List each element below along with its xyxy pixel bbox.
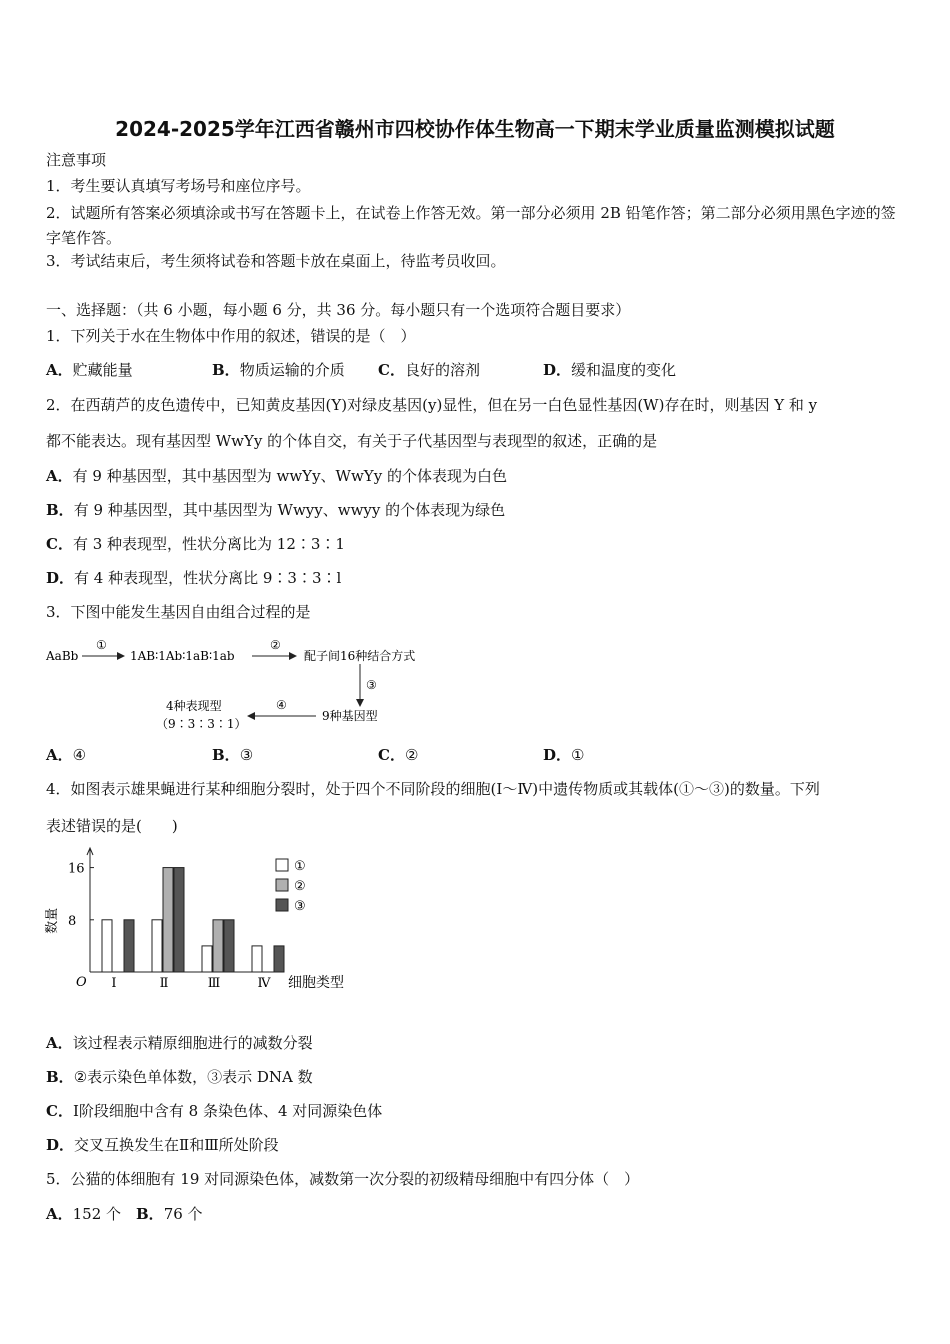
option-letter: D． xyxy=(46,569,75,587)
bar xyxy=(124,920,134,972)
option-text: 缓和温度的变化 xyxy=(571,361,677,379)
option-letter: D． xyxy=(46,1136,75,1154)
option-letter: C． xyxy=(378,746,405,764)
step-1-label: ① xyxy=(96,638,107,652)
bar xyxy=(163,868,173,972)
option-text: 152 个 xyxy=(72,1205,122,1223)
q1-option-c[interactable] xyxy=(378,360,480,380)
x-tick-label: Ⅱ xyxy=(159,976,169,991)
diagram-gametes: 1AB∶1Ab∶1aB∶1ab xyxy=(130,649,235,663)
diagram-phenotypes: 4种表现型 xyxy=(166,699,222,713)
option-letter: D． xyxy=(543,361,572,379)
option-letter: B． xyxy=(212,746,240,764)
option-text: ① xyxy=(571,746,585,764)
q4-option-a[interactable] xyxy=(46,1033,313,1053)
notice-item-2: 2．试题所有答案必须填涂或书写在答题卡上，在试卷上作答无效。第一部分必须用 2B 铅笔作答；第二部分必须用黑色字迹的签字笔作答。 xyxy=(46,204,896,247)
q2-option-d[interactable] xyxy=(46,568,341,588)
bar xyxy=(152,920,162,972)
option-letter: C． xyxy=(46,535,73,553)
q2-option-a[interactable] xyxy=(46,466,507,486)
q3-option-c[interactable] xyxy=(378,745,418,765)
diagram-start: AaBb xyxy=(46,649,79,663)
x-tick-label: Ⅰ xyxy=(111,976,117,991)
q5-option-b[interactable] xyxy=(136,1204,203,1224)
y-tick-label: 8 xyxy=(68,913,77,929)
section-heading: 一、选择题：（共 6 小题，每小题 6 分，共 36 分。每小题只有一个选项符合题目要求） xyxy=(46,301,631,319)
option-letter: D． xyxy=(543,746,572,764)
q4-option-d[interactable] xyxy=(46,1135,279,1155)
legend-label: ② xyxy=(294,879,306,894)
q5-option-a[interactable] xyxy=(46,1204,121,1224)
option-text: 贮藏能量 xyxy=(72,361,133,379)
q5-stem: 5．公猫的体细胞有 19 对同源染色体，减数第一次分裂的初级精母细胞中有四分体（ ） xyxy=(46,1170,640,1188)
bar xyxy=(252,946,262,972)
q3-flow-diagram xyxy=(44,632,444,736)
bar xyxy=(224,920,234,972)
option-text: 有 9 种基因型，其中基因型为 wwYy、WwYy 的个体表现为白色 xyxy=(72,467,507,485)
q1-option-d[interactable] xyxy=(543,360,676,380)
option-text: 76 个 xyxy=(163,1205,203,1223)
step-2-label: ② xyxy=(270,638,281,652)
q1-option-b[interactable] xyxy=(212,360,345,380)
q3-option-d[interactable] xyxy=(543,745,584,765)
y-tick-label: 16 xyxy=(68,861,85,877)
q3-option-a[interactable] xyxy=(46,745,86,765)
option-text: 良好的溶剂 xyxy=(404,361,480,379)
origin-label: O xyxy=(76,975,87,990)
diagram-combos: 配子间16种结合方式 xyxy=(304,649,416,663)
x-tick-label: Ⅲ xyxy=(207,976,221,991)
option-text: ② xyxy=(404,746,419,764)
q2-stem-line1: 2．在西葫芦的皮色遗传中，已知黄皮基因(Y)对绿皮基因(y)显性，但在另一白色显性基因(W)存在时，则基因 Y 和 y xyxy=(46,396,818,414)
q4-option-c[interactable] xyxy=(46,1101,382,1121)
legend-label: ① xyxy=(294,859,306,874)
q3-stem: 3．下图中能发生基因自由组合过程的是 xyxy=(46,603,311,621)
step-3-label: ③ xyxy=(366,678,377,692)
notice-item-3: 3．考试结束后，考生须将试卷和答题卡放在桌面上，待监考员收回。 xyxy=(46,252,506,270)
option-letter: A． xyxy=(46,1205,73,1223)
q4-stem-line2: 表述错误的是( ) xyxy=(46,817,178,835)
notice-heading: 注意事项 xyxy=(46,151,107,169)
option-letter: A． xyxy=(46,467,73,485)
bar xyxy=(213,920,223,972)
option-letter: C． xyxy=(46,1102,73,1120)
step-4-label: ④ xyxy=(276,698,287,712)
q2-stem-line2: 都不能表达。现有基因型 WwYy 的个体自交，有关于子代基因型与表现型的叙述，正确的是 xyxy=(46,432,658,450)
option-text: 交叉互换发生在Ⅱ和Ⅲ所处阶段 xyxy=(74,1136,279,1154)
option-text: 有 9 种基因型，其中基因型为 Wwyy、wwyy 的个体表现为绿色 xyxy=(73,501,506,519)
option-text: ②表示染色单体数，③表示 DNA 数 xyxy=(73,1068,313,1086)
diagram-genotypes: 9种基因型 xyxy=(322,709,378,723)
option-letter: B． xyxy=(212,361,240,379)
x-tick-label: Ⅳ xyxy=(257,976,271,991)
option-text: Ⅰ阶段细胞中含有 8 条染色体、4 对同源染色体 xyxy=(72,1102,383,1120)
q2-option-b[interactable] xyxy=(46,500,505,520)
option-text: 有 3 种表现型，性状分离比为 12∶3∶1 xyxy=(72,535,345,553)
option-letter: A． xyxy=(46,361,73,379)
page-title: 2024-2025学年江西省赣州市四校协作体生物高一下期末学业质量监测模拟试题 xyxy=(115,117,835,141)
notice-item-1: 1．考生要认真填写考场号和座位序号。 xyxy=(46,177,311,195)
option-text: 有 4 种表现型，性状分离比 9∶3∶3∶l xyxy=(74,569,342,587)
bar xyxy=(174,868,184,972)
legend-label: ③ xyxy=(294,899,306,914)
q1-option-a[interactable] xyxy=(46,360,133,380)
option-text: 物质运输的介质 xyxy=(239,361,345,379)
bar xyxy=(102,920,112,972)
option-text: ④ xyxy=(72,746,87,764)
option-letter: C． xyxy=(378,361,405,379)
q4-bar-chart xyxy=(44,844,374,1004)
q4-stem-line1: 4．如图表示雄果蝇进行某种细胞分裂时，处于四个不同阶段的细胞(Ⅰ～Ⅳ)中遗传物质或其载体(①～③)的数量。下列 xyxy=(46,780,820,798)
bar xyxy=(274,946,284,972)
legend-swatch xyxy=(276,899,288,911)
q1-stem: 1．下列关于水在生物体中作用的叙述，错误的是（ ） xyxy=(46,327,416,345)
legend-swatch xyxy=(276,859,288,871)
bar xyxy=(202,946,212,972)
option-letter: B． xyxy=(136,1205,164,1223)
y-axis-label: 数量 xyxy=(45,907,60,934)
option-letter: B． xyxy=(46,501,74,519)
q4-option-b[interactable] xyxy=(46,1067,313,1087)
option-text: ③ xyxy=(239,746,254,764)
option-text: 该过程表示精原细胞进行的减数分裂 xyxy=(72,1034,313,1052)
option-letter: A． xyxy=(46,1034,73,1052)
q3-option-b[interactable] xyxy=(212,745,253,765)
option-letter: A． xyxy=(46,746,73,764)
legend-swatch xyxy=(276,879,288,891)
option-letter: B． xyxy=(46,1068,74,1086)
x-axis-label: 细胞类型 xyxy=(288,975,344,991)
q2-option-c[interactable] xyxy=(46,534,345,554)
diagram-ratio: （9∶3∶3∶1） xyxy=(156,717,247,731)
